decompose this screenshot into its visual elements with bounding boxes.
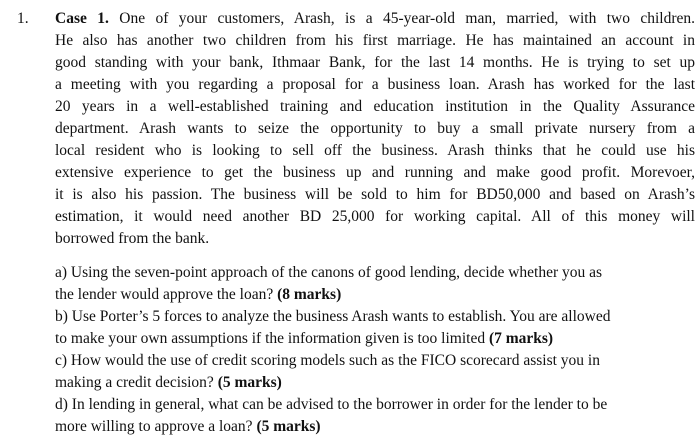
question-b-line-2: to make your own assumptions if the information given is too limited (7 marks) — [55, 330, 554, 347]
case-description — [55, 8, 695, 250]
question-a-line-1: a) Using the seven-point approach of the canons of good lending, decide whether you as — [55, 264, 603, 281]
question-c-marks: (5 marks) — [217, 374, 282, 391]
question-a-line-2: the lender would approve the loan? (8 marks) — [55, 286, 342, 303]
case-line-10: estimation, it would need another BD 25,000 for working capital. All of this money will — [55, 208, 695, 225]
case-line-4: a meeting with you regarding a proposal for a business loan. Arash has worked for the last — [55, 76, 695, 93]
question-list — [55, 262, 695, 438]
case-line-11: borrowed from the bank. — [55, 230, 210, 247]
question-d-line-1: d) In lending in general, what can be advised to the borrower in order for the lender to be — [55, 396, 608, 413]
question-b-marks: (7 marks) — [488, 330, 554, 347]
question-a-marks: (8 marks) — [277, 286, 342, 303]
question-c-line-1: c) How would the use of credit scoring models such as the FICO scorecard assist you in — [55, 352, 600, 369]
question-c-line-2: making a credit decision? (5 marks) — [55, 374, 282, 391]
case-line-9: it is also his passion. The business will be sold to him for BD50,000 and based on Arash’s — [55, 186, 695, 203]
case-line-1: Case 1. One of your customers, Arash, is a 45-year-old man, married, with two children. — [55, 10, 696, 27]
case-line-8: extensive experience to get the business up and running and make good profit. Morevoer, — [55, 164, 695, 181]
case-line-6: department. Arash wants to seize the opportunity to buy a small private nursery from a — [55, 120, 695, 137]
question-b-line-1: b) Use Porter’s 5 forces to analyze the business Arash wants to establish. You are allowed — [55, 308, 611, 325]
case-line-3: good standing with your bank, Ithmaar Bank, for the last 14 months. He is trying to set up — [55, 54, 695, 71]
question-d-line-2: more willing to approve a loan? (5 marks) — [55, 418, 321, 435]
question-d-marks: (5 marks) — [256, 418, 321, 435]
case-line-2: He also has another two children from his first marriage. He has maintained an account in — [55, 32, 695, 49]
case-line-5: 20 years in a well-established training and education institution in the Quality Assurance — [55, 98, 695, 115]
case-heading: Case 1. — [55, 10, 109, 27]
case-line-7: local resident who is looking to sell off the business. Arash thinks that he could use his — [55, 142, 695, 159]
item-number: 1. — [17, 10, 29, 27]
